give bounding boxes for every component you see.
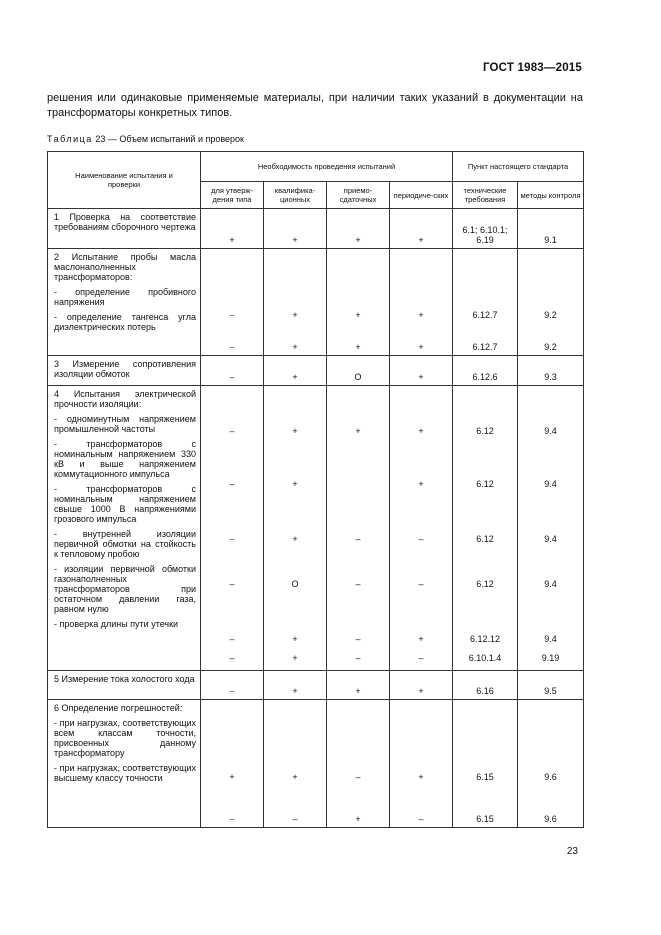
value: + bbox=[292, 342, 298, 352]
value: 6.12 bbox=[476, 426, 494, 436]
cell-accept bbox=[327, 700, 390, 828]
tests-table bbox=[47, 151, 584, 828]
cell-tech: 6.1; 6.10.1; 6.19 bbox=[453, 209, 518, 249]
cell-accept: + bbox=[327, 209, 390, 249]
cell-methods bbox=[518, 386, 584, 671]
value: – bbox=[355, 579, 361, 589]
row-cell bbox=[48, 249, 201, 356]
value: + bbox=[292, 634, 298, 644]
cell-periodic bbox=[390, 386, 453, 671]
value: О bbox=[291, 579, 299, 589]
cell-accept bbox=[327, 249, 390, 356]
value: – bbox=[229, 814, 235, 824]
cell-accept: О bbox=[327, 356, 390, 386]
header-control-methods: методы контроля bbox=[518, 182, 584, 209]
value bbox=[327, 479, 389, 489]
intro-paragraph: решения или одинаковые применяемые материалы, при наличии таких указаний в документации на трансформаторы конкретных типов. bbox=[47, 92, 583, 119]
header-acceptance: приемо-сдаточных bbox=[327, 182, 390, 209]
value: + bbox=[292, 534, 298, 544]
cell-qual: + bbox=[264, 671, 327, 700]
cell-tech: 6.16 bbox=[453, 671, 518, 700]
row-title: 4 Испытания электрической прочности изоляции: bbox=[54, 389, 196, 409]
sub-title: - трансформаторов с номинальным напряжением свыше 1000 В напряжениями грозового импульса bbox=[54, 484, 196, 524]
value: – bbox=[229, 534, 235, 544]
table-row bbox=[48, 209, 584, 249]
value: 6.15 bbox=[476, 814, 494, 824]
cell-methods: 9.3 bbox=[518, 356, 584, 386]
value: – bbox=[229, 310, 235, 320]
value: 6.10.1.4 bbox=[468, 653, 502, 663]
page-number: 23 bbox=[566, 846, 578, 857]
value: + bbox=[418, 479, 424, 489]
table-row bbox=[48, 386, 584, 671]
value: 9.4 bbox=[544, 534, 557, 544]
header-tech-requirements: технические требования bbox=[453, 182, 518, 209]
sub-title: - проверка длины пути утечки bbox=[54, 619, 179, 629]
row-title: 5 Измерение тока холостого хода bbox=[48, 671, 201, 700]
value: 6.12 bbox=[476, 534, 494, 544]
table-row bbox=[48, 356, 584, 386]
value: 6.15 bbox=[476, 772, 494, 782]
value: 6.12 bbox=[476, 479, 494, 489]
row-title: 3 Измерение сопротивления изоляции обмоток bbox=[48, 356, 201, 386]
value: + bbox=[355, 814, 361, 824]
cell-methods bbox=[518, 249, 584, 356]
table-row bbox=[48, 671, 584, 700]
header-clause: Пункт настоящего стандарта bbox=[453, 152, 584, 182]
cell-qual bbox=[264, 386, 327, 671]
value: – bbox=[229, 634, 235, 644]
header-type-approval: для утверж-дения типа bbox=[201, 182, 264, 209]
cell-qual bbox=[264, 700, 327, 828]
row-cell bbox=[48, 700, 201, 828]
cell-type: – bbox=[201, 356, 264, 386]
value: + bbox=[292, 772, 298, 782]
value: 9.2 bbox=[544, 310, 557, 320]
cell-periodic: + bbox=[390, 356, 453, 386]
table-caption bbox=[47, 134, 244, 144]
sub-title: - при нагрузках, соответствующих высшему классу точности bbox=[54, 763, 196, 783]
cell-tech: 6.12.6 bbox=[453, 356, 518, 386]
value: 9.19 bbox=[541, 653, 560, 663]
sub-title: - одноминутным напряжением промышленной частоты bbox=[54, 414, 196, 434]
value: – bbox=[418, 653, 424, 663]
sub-title: - внутренней изоляции первичной обмотки на стойкость к тепловому пробою bbox=[54, 529, 196, 559]
value: – bbox=[229, 342, 235, 352]
row-cell bbox=[48, 386, 201, 671]
value: – bbox=[418, 579, 424, 589]
value: + bbox=[292, 479, 298, 489]
value: – bbox=[229, 426, 235, 436]
value: – bbox=[229, 653, 235, 663]
cell-type: – bbox=[201, 671, 264, 700]
cell-periodic: + bbox=[390, 209, 453, 249]
row-title: 6 Определение погрешностей: bbox=[54, 703, 183, 713]
value: + bbox=[418, 634, 424, 644]
caption-number: 23 bbox=[95, 134, 106, 144]
header-test-name: Наименование испытания и проверки bbox=[48, 152, 201, 209]
value: + bbox=[418, 426, 424, 436]
value: + bbox=[355, 342, 361, 352]
value: + bbox=[418, 342, 424, 352]
cell-methods: 9.1 bbox=[518, 209, 584, 249]
value: + bbox=[292, 426, 298, 436]
value: + bbox=[418, 772, 424, 782]
cell-periodic: + bbox=[390, 671, 453, 700]
cell-type: + bbox=[201, 209, 264, 249]
value: + bbox=[229, 772, 235, 782]
value: 9.6 bbox=[544, 772, 557, 782]
value: – bbox=[355, 534, 361, 544]
value: + bbox=[355, 310, 361, 320]
sub-title: - изоляции первичной обмотки газонаполненных трансформаторов при остаточном давлении газа, равном нулю bbox=[54, 564, 196, 614]
value: – bbox=[418, 534, 424, 544]
sub-title: - определение пробивного напряжения bbox=[54, 287, 196, 307]
value: 9.4 bbox=[544, 426, 557, 436]
caption-title: — Объем испытаний и проверок bbox=[107, 134, 244, 144]
value: – bbox=[229, 479, 235, 489]
cell-methods: 9.5 bbox=[518, 671, 584, 700]
cell-qual bbox=[264, 249, 327, 356]
row-title: 1 Проверка на соответствие требованиям сборочного чертежа bbox=[48, 209, 201, 249]
table-row bbox=[48, 249, 584, 356]
header-qualification: квалифика-ционных bbox=[264, 182, 327, 209]
value: – bbox=[355, 634, 361, 644]
row-title: 2 Испытание пробы масла маслонаполненных трансформаторов: bbox=[54, 252, 196, 282]
cell-qual: + bbox=[264, 209, 327, 249]
cell-accept bbox=[327, 386, 390, 671]
value: 9.4 bbox=[544, 479, 557, 489]
value: + bbox=[292, 310, 298, 320]
sub-title: - трансформаторов с номинальным напряжением 330 кВ и выше напряжением коммутационного импульса bbox=[54, 439, 196, 479]
header-periodic: периодиче-ских bbox=[390, 182, 453, 209]
cell-type bbox=[201, 249, 264, 356]
value: 9.2 bbox=[544, 342, 557, 352]
value: 9.6 bbox=[544, 814, 557, 824]
value: + bbox=[418, 310, 424, 320]
sub-title: - определение тангенса угла диэлектрических потерь bbox=[54, 312, 196, 332]
value: – bbox=[292, 814, 298, 824]
cell-qual: + bbox=[264, 356, 327, 386]
cell-tech bbox=[453, 249, 518, 356]
cell-periodic bbox=[390, 249, 453, 356]
value: – bbox=[355, 653, 361, 663]
caption-label: Таблица bbox=[47, 134, 93, 144]
cell-type bbox=[201, 386, 264, 671]
value: 6.12 bbox=[476, 579, 494, 589]
value: – bbox=[229, 579, 235, 589]
value: – bbox=[355, 772, 361, 782]
sub-title: - при нагрузках, соответствующих всем классам точности, присвоенных данному трансформатору bbox=[54, 718, 196, 758]
table-row bbox=[48, 700, 584, 828]
value: 6.12.7 bbox=[472, 342, 498, 352]
header-necessity: Необходимость проведения испытаний bbox=[201, 152, 453, 182]
value: + bbox=[292, 653, 298, 663]
value: 9.4 bbox=[544, 634, 557, 644]
standard-header: ГОСТ 1983—2015 bbox=[482, 62, 582, 74]
value: 6.12.7 bbox=[472, 310, 498, 320]
cell-methods bbox=[518, 700, 584, 828]
cell-type bbox=[201, 700, 264, 828]
value: – bbox=[418, 814, 424, 824]
value: 6.12.12 bbox=[470, 634, 501, 644]
value: + bbox=[355, 426, 361, 436]
value: 9.4 bbox=[544, 579, 557, 589]
cell-accept: + bbox=[327, 671, 390, 700]
cell-tech bbox=[453, 700, 518, 828]
cell-tech bbox=[453, 386, 518, 671]
cell-periodic bbox=[390, 700, 453, 828]
